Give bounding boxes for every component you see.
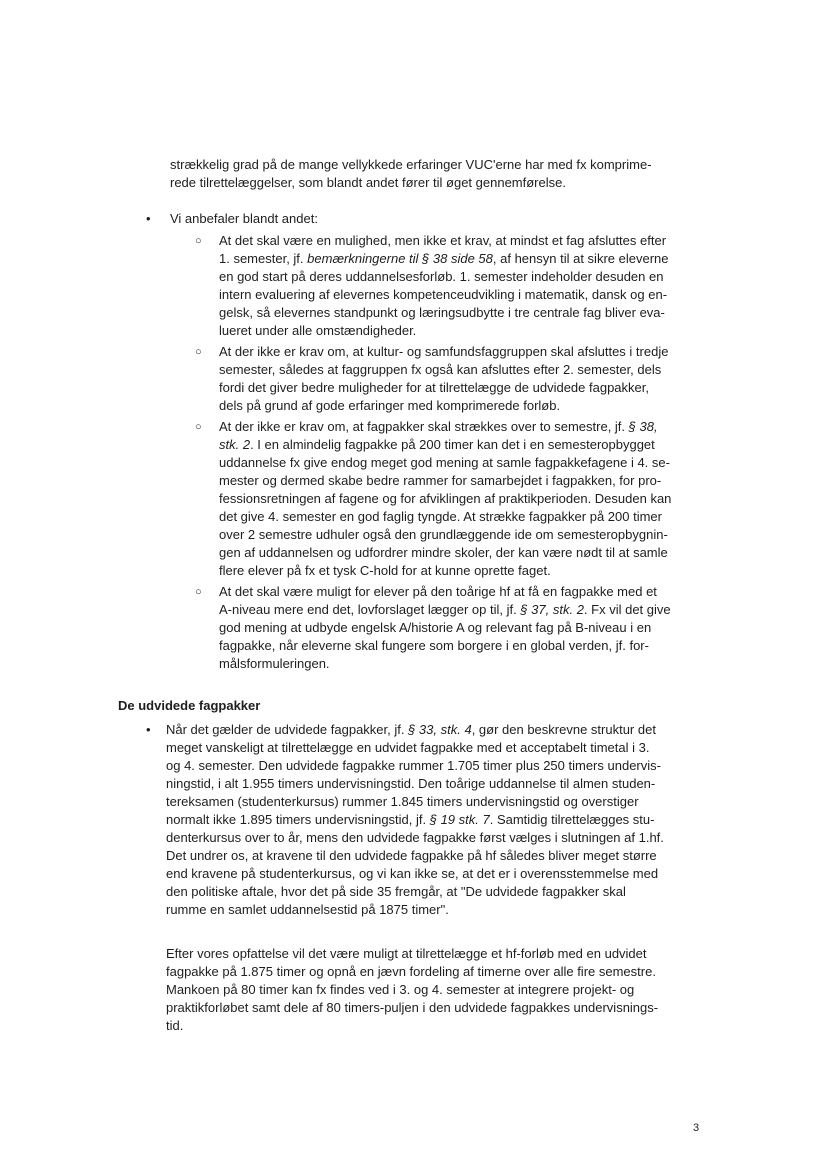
line-text: Efter vores opfattelse vil det være muligt at tilrettelægge et hf-forløb med en udvidet [166, 946, 647, 961]
line-text: A-niveau mere end det, lovforslaget lægger op til, jf. [219, 602, 521, 617]
section-paragraph-2 [166, 945, 706, 1035]
intro-line: rede tilrettelæggelser, som blandt andet fører til øget gennemførelse. [170, 175, 566, 190]
line-text: . I en almindelig fagpakke på 200 timer kan det i en semesteropbygget [250, 437, 655, 452]
recommendation-item [219, 343, 668, 415]
section-heading: De udvidede fagpakker [118, 698, 261, 713]
recommendations-label: Vi anbefaler blandt andet: [170, 211, 318, 226]
circle-bullet-icon: ○ [195, 235, 202, 247]
text-line [219, 361, 668, 379]
text-line [219, 526, 671, 544]
text-line [219, 232, 668, 250]
line-text: den politiske aftale, hvor det på side 35 fremgår, at "De udvidede fagpakker skal [166, 884, 626, 899]
text-line [219, 544, 671, 562]
text-line [166, 775, 706, 793]
line-text: lueret under alle omstændigheder. [219, 323, 417, 338]
line-text: intern evaluering af elevernes kompetenceudvikling i matematik, dansk og en- [219, 287, 668, 302]
circle-bullet-icon: ○ [195, 346, 202, 358]
line-text: meget vanskeligt at tilrettelægge en udvidet fagpakke med et acceptabelt timetal i 3. [166, 740, 650, 755]
text-line [219, 322, 668, 340]
text-line [219, 418, 671, 436]
text-line [219, 601, 671, 619]
text-line [219, 268, 668, 286]
recommendation-item [219, 232, 668, 340]
text-line [166, 757, 706, 775]
text-line [166, 1017, 706, 1035]
text-line [166, 811, 706, 829]
line-text: praktikforløbet samt dele af 80 timers-puljen i den udvidede fagpakkes undervisnings- [166, 1000, 659, 1015]
text-line [219, 655, 671, 673]
recommendation-item [219, 583, 671, 673]
line-text: og 4. semester. Den udvidede fagpakke rummer 1.705 timer plus 250 timers undervis- [166, 758, 661, 773]
text-line [166, 829, 706, 847]
line-text: . Samtidig tilrettelægges stu- [489, 812, 655, 827]
line-text: semester, således at faggruppen fx også kan afsluttes efter 2. semester, dels [219, 362, 662, 377]
text-line [219, 454, 671, 472]
line-text: At der ikke er krav om, at kultur- og samfundsfaggruppen skal afsluttes i tredje [219, 344, 669, 359]
line-text: god mening at udbyde engelsk A/historie A og relevant fag på B-niveau i en [219, 620, 652, 635]
line-text: At det skal være muligt for elever på den toårige hf at få en fagpakke med et [219, 584, 657, 599]
text-line [219, 397, 668, 415]
reference-text: § 38, [628, 419, 658, 434]
line-text: . Fx vil det give [583, 602, 671, 617]
text-line [166, 865, 706, 883]
text-line [219, 436, 671, 454]
text-line [219, 583, 671, 601]
line-text: fagpakke, når eleverne skal fungere som borgere i en global verden, jf. for- [219, 638, 649, 653]
text-line [219, 379, 668, 397]
text-line [166, 999, 706, 1017]
reference-text: § 37, stk. 2 [520, 602, 584, 617]
line-text: en god start på deres uddannelsesforløb. 1. semester indeholder desuden en [219, 269, 664, 284]
line-text: 1. semester, jf. [219, 251, 308, 266]
section-paragraph-1 [166, 721, 706, 919]
intro-paragraph [170, 156, 710, 192]
reference-text: stk. 2 [219, 437, 251, 452]
recommendation-item [219, 418, 671, 580]
text-line [166, 847, 706, 865]
line-text: Når det gælder de udvidede fagpakker, jf. [166, 722, 409, 737]
line-text: mester og dermed skabe bedre rammer for samarbejdet i fagpakken, for pro- [219, 473, 662, 488]
line-text: fordi det giver bedre muligheder for at tilrettelægge de udvidede fagpakker, [219, 380, 649, 395]
text-line [166, 739, 706, 757]
line-text: det give 4. semester en god faglig tyngde. At strække fagpakker på 200 timer [219, 509, 662, 524]
line-text: normalt ikke 1.895 timers undervisningstid, jf. [166, 812, 430, 827]
text-line [166, 901, 706, 919]
line-text: ningstid, i alt 1.955 timers undervisningstid. Den toårige uddannelse til almen studen- [166, 776, 656, 791]
bullet-icon: • [146, 211, 151, 226]
line-text: denterkursus over to år, mens den udvidede fagpakke først vælges i slutningen af 1.hf. [166, 830, 664, 845]
text-line [166, 963, 706, 981]
text-line [219, 508, 671, 526]
bullet-icon: • [146, 722, 151, 737]
line-text: uddannelse fx give endog meget god mening at samle fagpakkefagene i 4. se- [219, 455, 670, 470]
reference-text: bemærkningerne til § 38 side 58 [307, 251, 493, 266]
text-line [166, 981, 706, 999]
text-line [166, 883, 706, 901]
text-line [219, 472, 671, 490]
circle-bullet-icon: ○ [195, 586, 202, 598]
line-text: gelsk, så elevernes standpunkt og læringsudbytte i tre centrale fag bliver eva- [219, 305, 665, 320]
text-line [219, 562, 671, 580]
page-number: 3 [693, 1122, 700, 1134]
line-text: end kravene på studenterkursus, og vi kan ikke se, at det er i overensstemmelse med [166, 866, 659, 881]
text-line [219, 619, 671, 637]
line-text: dels på grund af gode erfaringer med komprimerede forløb. [219, 398, 561, 413]
reference-text: § 19 stk. 7 [429, 812, 490, 827]
line-text: , af hensyn til at sikre eleverne [492, 251, 669, 266]
circle-bullet-icon: ○ [195, 421, 202, 433]
text-line [166, 945, 706, 963]
text-line [166, 793, 706, 811]
line-text: målsformuleringen. [219, 656, 330, 671]
text-line [166, 721, 706, 739]
line-text: rumme en samlet uddannelsestid på 1875 timer". [166, 902, 449, 917]
intro-line: strækkelig grad på de mange vellykkede erfaringer VUC'erne har med fx komprime- [170, 157, 652, 172]
line-text: At det skal være en mulighed, men ikke et krav, at mindst et fag afsluttes efter [219, 233, 667, 248]
line-text: tereksamen (studenterkursus) rummer 1.845 timers undervisningstid og overstiger [166, 794, 639, 809]
reference-text: § 33, stk. 4 [408, 722, 472, 737]
text-line [219, 250, 668, 268]
line-text: tid. [166, 1018, 184, 1033]
text-line [219, 490, 671, 508]
line-text: , gør den beskrevne struktur det [471, 722, 656, 737]
text-line [219, 637, 671, 655]
line-text: gen af uddannelsen og udfordrer mindre skoler, der kan være nødt til at samle [219, 545, 668, 560]
text-line [219, 343, 668, 361]
text-line [219, 286, 668, 304]
line-text: fessionsretningen af fagene og for afviklingen af praktikperioden. Desuden kan [219, 491, 672, 506]
line-text: Det undrer os, at kravene til den udvidede fagpakke på hf således bliver meget større [166, 848, 657, 863]
line-text: Mankoen på 80 timer kan fx findes ved i 3. og 4. semester at integrere projekt- og [166, 982, 635, 997]
text-line [219, 304, 668, 322]
line-text: flere elever på fx et tysk C-hold for at kunne oprette faget. [219, 563, 551, 578]
line-text: over 2 semestre udhuler også den grundlæggende ide om semesteropbygnin- [219, 527, 668, 542]
line-text: At der ikke er krav om, at fagpakker skal strækkes over to semestre, jf. [219, 419, 629, 434]
line-text: fagpakke på 1.875 timer og opnå en jævn fordeling af timerne over alle fire semestre. [166, 964, 656, 979]
